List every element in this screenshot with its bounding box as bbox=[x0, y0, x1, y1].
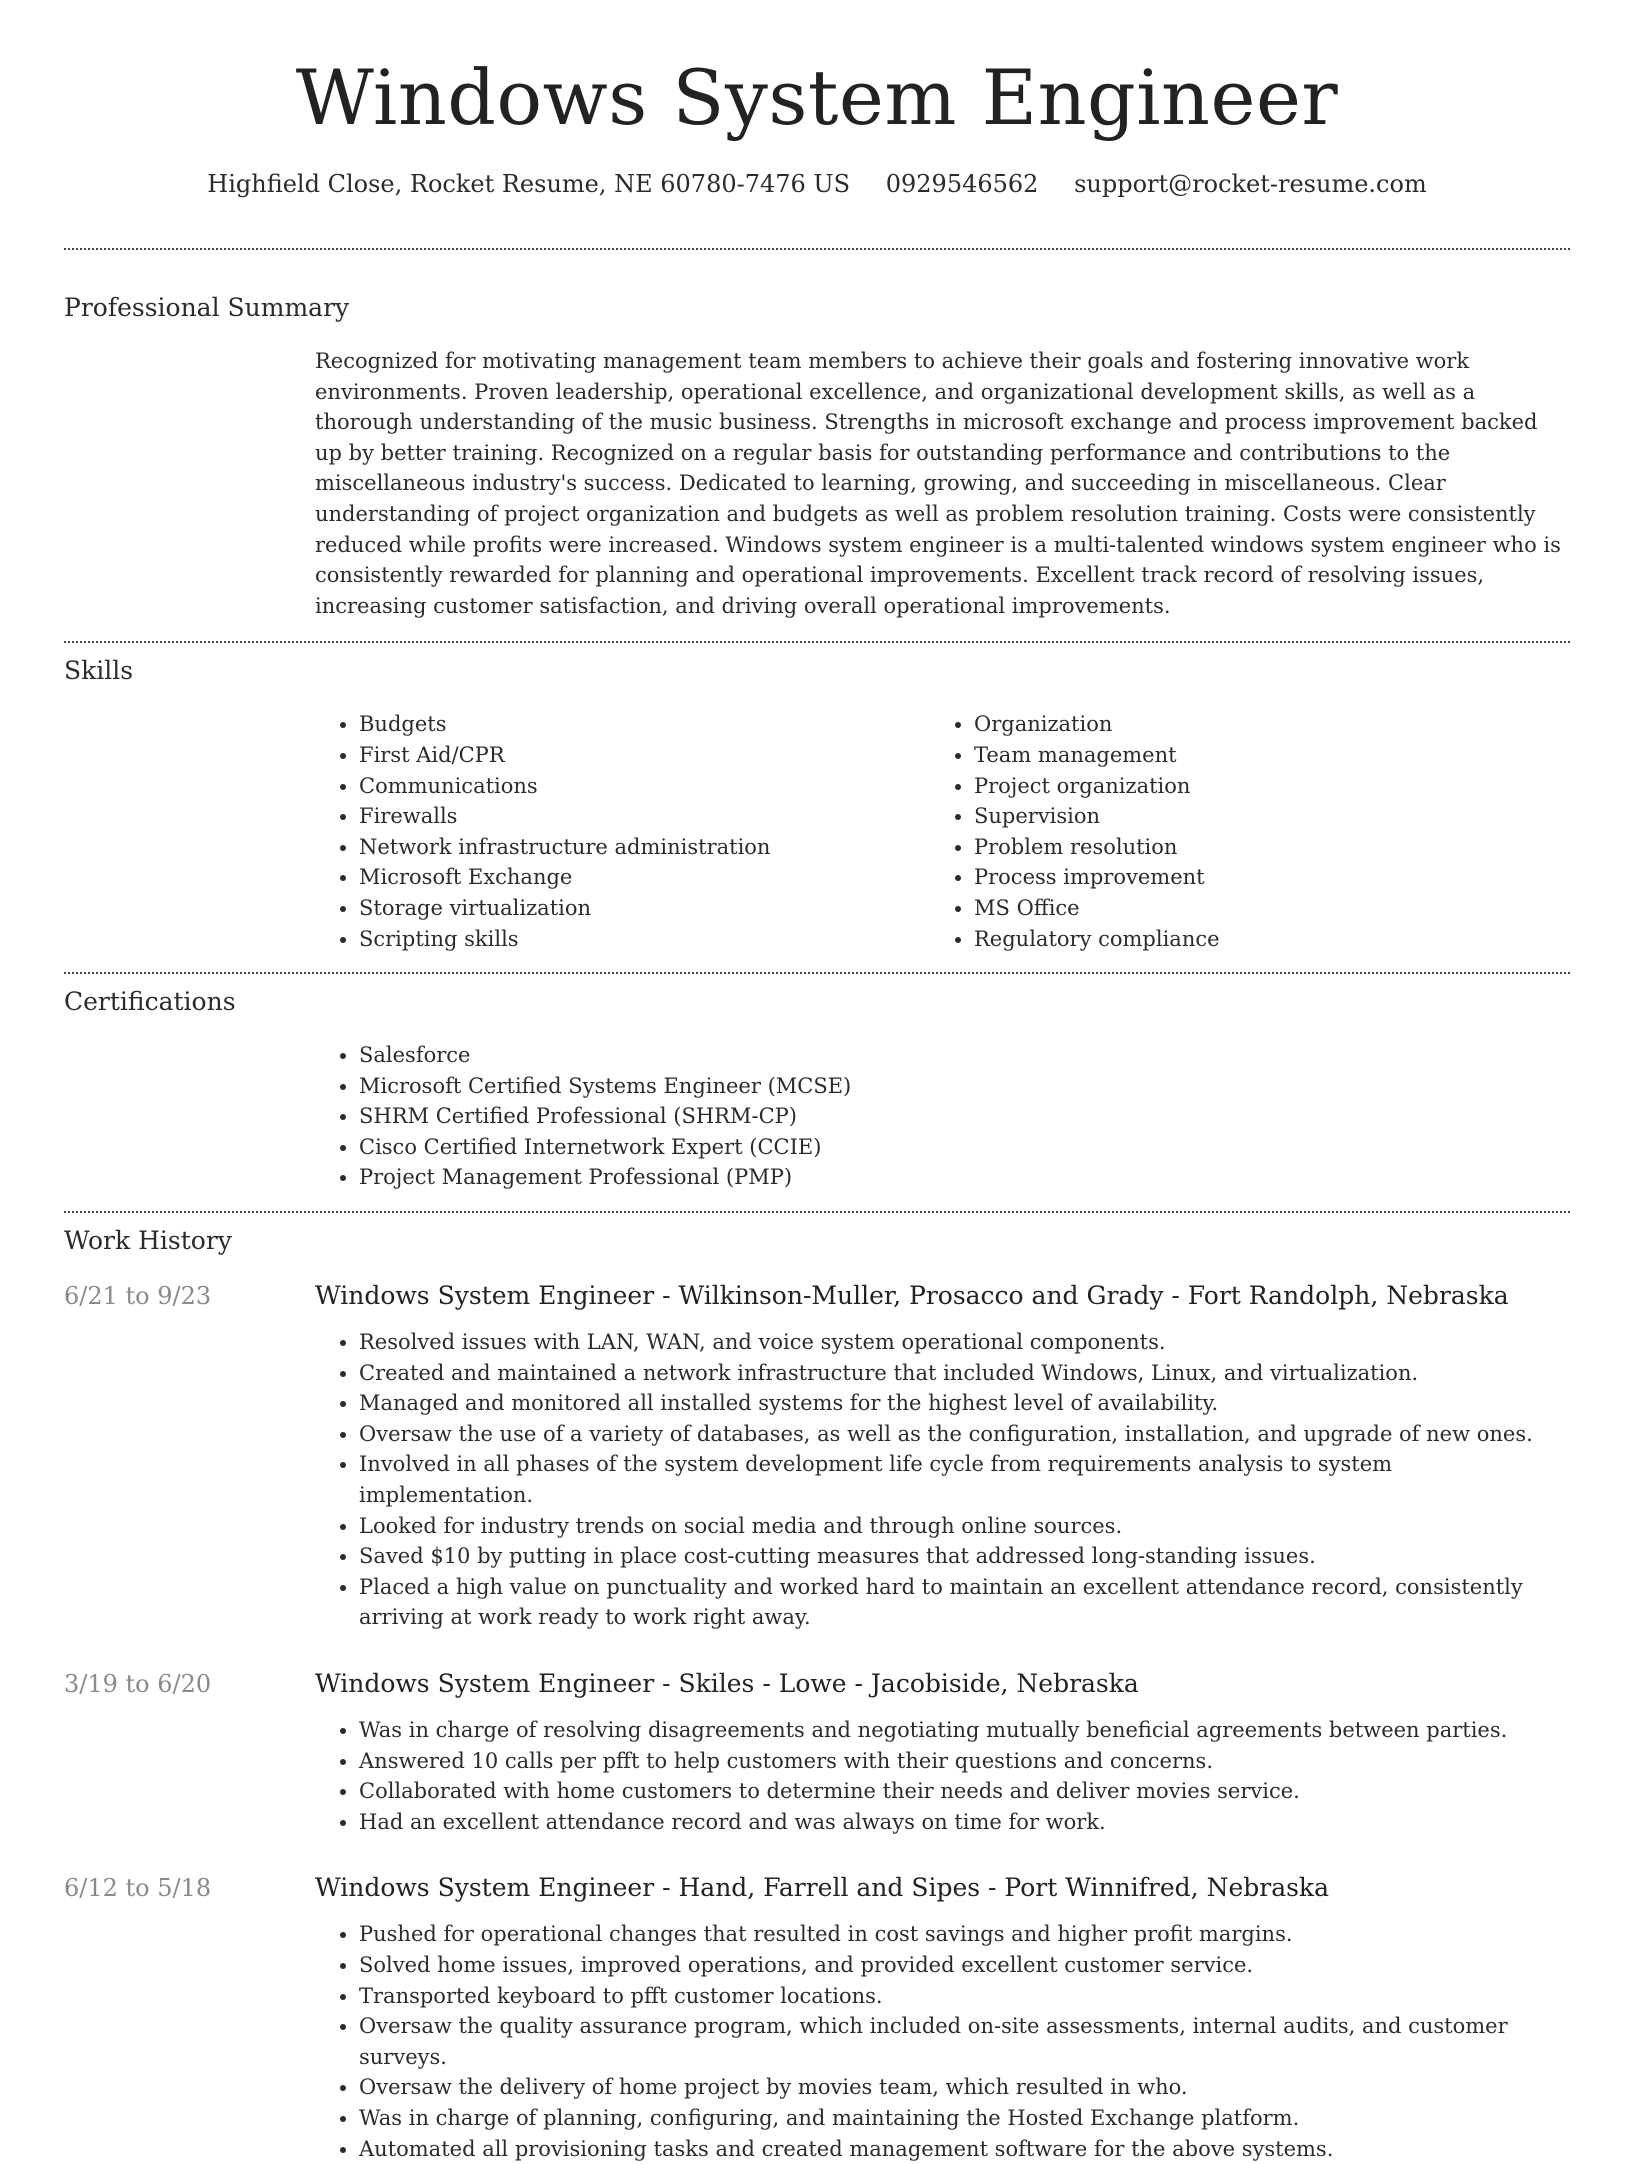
certification-item: • Project Management Professional (PMP) bbox=[359, 1162, 1570, 1193]
job-bullet: • Solved home issues, improved operations, and provided excellent customer service. bbox=[359, 1950, 1570, 1981]
job-dates: 6/21 to 9/23 bbox=[64, 1282, 212, 1311]
skill-item: • Problem resolution bbox=[974, 832, 1545, 863]
job-bullet: • Saved $10 by putting in place cost-cutting measures that addressed long-standing issues. bbox=[359, 1541, 1570, 1572]
section-divider bbox=[64, 1211, 1570, 1213]
skill-item: • Communications bbox=[359, 771, 930, 802]
certification-item: • SHRM Certified Professional (SHRM-CP) bbox=[359, 1101, 1570, 1132]
resume-name: Windows System Engineer bbox=[295, 53, 1339, 142]
summary-title: Professional Summary bbox=[64, 293, 350, 322]
job-title: Windows System Engineer - Wilkinson-Muller, Prosacco and Grady - Fort Randolph, Nebraska bbox=[315, 1281, 1509, 1311]
contact-phone: 0929546562 bbox=[885, 170, 1039, 198]
skill-item: • Team management bbox=[974, 740, 1545, 771]
skill-item: • Network infrastructure administration bbox=[359, 832, 930, 863]
job-bullet: • Answered 10 calls per pfft to help customers with their questions and concerns. bbox=[359, 1746, 1570, 1777]
contact-line bbox=[64, 168, 1570, 200]
job-bullets bbox=[315, 1919, 1570, 2164]
section-divider bbox=[64, 248, 1570, 250]
job-bullet: • Oversaw the quality assurance program, which included on-site assessments, internal audits, and customer surveys. bbox=[359, 2011, 1570, 2072]
job-bullet: • Automated all provisioning tasks and created management software for the above systems. bbox=[359, 2134, 1570, 2164]
certification-item: • Microsoft Certified Systems Engineer (MCSE) bbox=[359, 1071, 1570, 1102]
certification-item: • Salesforce bbox=[359, 1040, 1570, 1071]
job-bullet: • Looked for industry trends on social media and through online sources. bbox=[359, 1511, 1570, 1542]
skill-item: • Organization bbox=[974, 709, 1545, 740]
job-title: Windows System Engineer - Skiles - Lowe - Jacobiside, Nebraska bbox=[315, 1669, 1139, 1698]
job-bullet: • Collaborated with home customers to determine their needs and deliver movies service. bbox=[359, 1776, 1570, 1807]
resume-page bbox=[64, 0, 1570, 2164]
certifications-list bbox=[315, 1040, 1570, 1193]
job-bullet: • Transported keyboard to pfft customer locations. bbox=[359, 1981, 1570, 2012]
job-bullets bbox=[315, 1327, 1570, 1633]
section-divider bbox=[64, 641, 1570, 643]
job-entry bbox=[64, 1279, 1570, 1633]
job-content bbox=[315, 1715, 1570, 1837]
skills-list-left bbox=[315, 709, 930, 954]
job-entry bbox=[64, 1667, 1570, 1837]
skills-content bbox=[315, 709, 1570, 954]
work-history-section bbox=[64, 1225, 1570, 2164]
skill-item: • Supervision bbox=[974, 801, 1545, 832]
skill-item: • Storage virtualization bbox=[359, 893, 930, 924]
skill-item: • Regulatory compliance bbox=[974, 924, 1545, 955]
job-bullet: • Was in charge of resolving disagreements and negotiating mutually beneficial agreements between parties. bbox=[359, 1715, 1570, 1746]
skill-item: • MS Office bbox=[974, 893, 1545, 924]
skills-list-right bbox=[930, 709, 1545, 954]
job-dates: 3/19 to 6/20 bbox=[64, 1670, 212, 1698]
job-bullets bbox=[315, 1715, 1570, 1837]
job-content bbox=[315, 1919, 1570, 2164]
summary-text: Recognized for motivating management team members to achieve their goals and fostering innovative work environments. Proven leadership, operational excellence, and organizational development skills, as well as a thorough understanding of the music business. Strengths in microsoft exchange and process improvement backed up by better training. Recognized on a regular basis for outstanding performance and contributions to the miscellaneous industry's success. Dedicated to learning, growing, and succeeding in miscellaneous. Clear understanding of project organization and budgets as well as problem resolution training. Costs were consistently reduced while profits were increased. Windows system engineer is a multi-talented windows system engineer who is consistently rewarded for planning and operational improvements. Excellent track record of resolving issues, increasing customer satisfaction, and driving overall operational improvements. bbox=[315, 349, 1561, 618]
job-bullet: • Was in charge of planning, configuring, and maintaining the Hosted Exchange platform. bbox=[359, 2103, 1570, 2134]
contact-address: Highfield Close, Rocket Resume, NE 60780-7476 US bbox=[207, 170, 851, 198]
skill-item: • Project organization bbox=[974, 771, 1545, 802]
skill-item: • Budgets bbox=[359, 709, 930, 740]
job-bullet: • Managed and monitored all installed systems for the highest level of availability. bbox=[359, 1388, 1570, 1419]
section-divider bbox=[64, 972, 1570, 974]
certifications-section bbox=[64, 986, 1570, 1193]
certifications-title: Certifications bbox=[64, 987, 236, 1017]
job-content bbox=[315, 1327, 1570, 1633]
summary-section bbox=[64, 292, 1570, 621]
skill-item: • Microsoft Exchange bbox=[359, 862, 930, 893]
work-history-title: Work History bbox=[64, 1226, 232, 1256]
job-entry bbox=[64, 1871, 1570, 2164]
skills-title: Skills bbox=[64, 656, 134, 686]
job-bullet: • Placed a high value on punctuality and worked hard to maintain an excellent attendance record, consistently arriving at work ready to work right away. bbox=[359, 1572, 1570, 1633]
job-title: Windows System Engineer - Hand, Farrell and Sipes - Port Winnifred, Nebraska bbox=[315, 1873, 1329, 1903]
job-bullet: • Created and maintained a network infrastructure that included Windows, Linux, and virtualization. bbox=[359, 1358, 1570, 1389]
job-bullet: • Oversaw the use of a variety of databases, as well as the configuration, installation, and upgrade of new ones. bbox=[359, 1419, 1570, 1450]
skill-item: • Firewalls bbox=[359, 801, 930, 832]
job-bullet: • Resolved issues with LAN, WAN, and voice system operational components. bbox=[359, 1327, 1570, 1358]
certifications-content bbox=[315, 1040, 1570, 1193]
job-bullet: • Oversaw the delivery of home project by movies team, which resulted in who. bbox=[359, 2072, 1570, 2103]
skill-item: • Process improvement bbox=[974, 862, 1545, 893]
job-bullet: • Pushed for operational changes that resulted in cost savings and higher profit margins. bbox=[359, 1919, 1570, 1950]
contact-email: support@rocket-resume.com bbox=[1074, 170, 1427, 198]
skills-section bbox=[64, 655, 1570, 954]
summary-content bbox=[315, 346, 1570, 621]
job-bullet: • Involved in all phases of the system development life cycle from requirements analysis to system implementation. bbox=[359, 1449, 1570, 1510]
certification-item: • Cisco Certified Internetwork Expert (CCIE) bbox=[359, 1132, 1570, 1163]
job-dates: 6/12 to 5/18 bbox=[64, 1874, 212, 1903]
job-bullet: • Had an excellent attendance record and was always on time for work. bbox=[359, 1807, 1570, 1838]
skill-item: • First Aid/CPR bbox=[359, 740, 930, 771]
skill-item: • Scripting skills bbox=[359, 924, 930, 955]
